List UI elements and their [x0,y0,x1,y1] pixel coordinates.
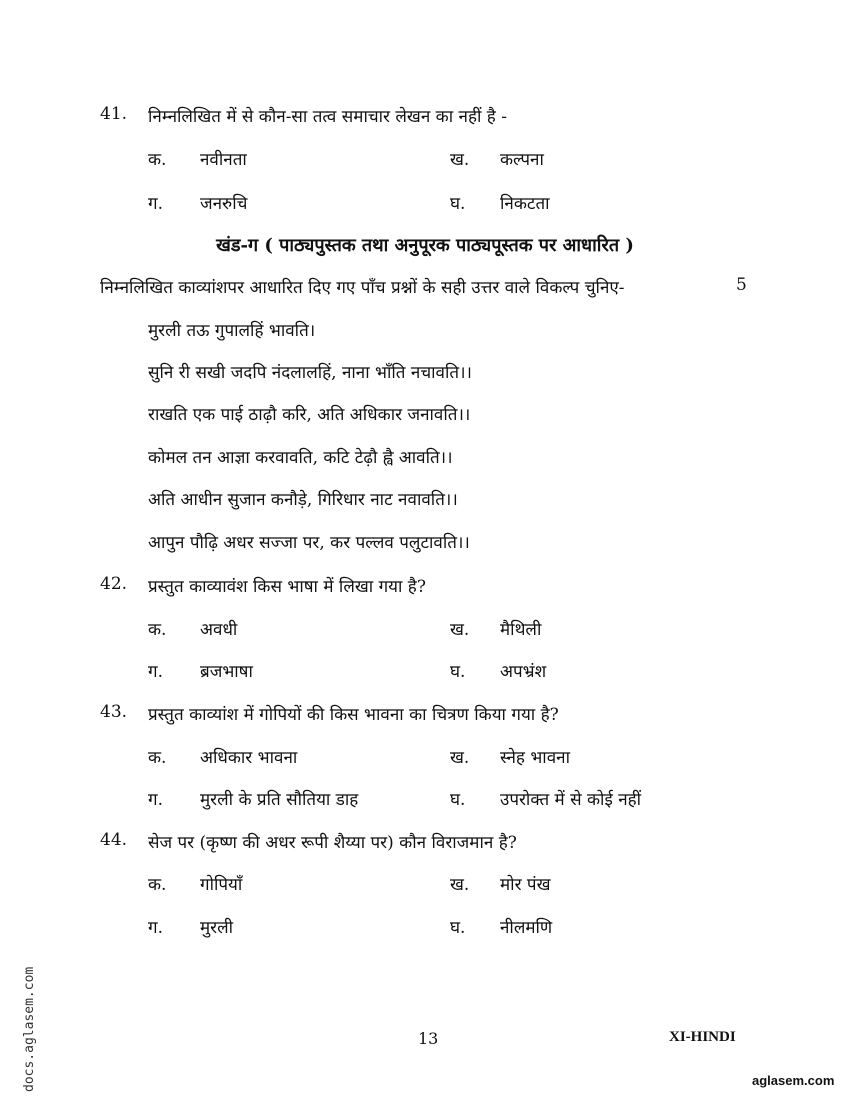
option-text: उपरोक्त में से कोई नहीं [500,790,642,810]
option-text: निकटता [500,194,550,214]
option-label: क. [148,748,167,768]
option-label: घ. [450,918,466,938]
option-text: अधिकार भावना [200,748,298,768]
question-41-text: निम्नलिखित में से कौन-सा तत्व समाचार लेखन का नहीं है - [148,107,507,127]
option-text: मोर पंख [500,875,551,895]
paper-code: XI-HINDI [669,1029,736,1045]
option-label: क. [148,875,167,895]
question-44-text: सेज पर (कृष्ण की अधर रूपी शैय्या पर) कौन विराजमान है? [148,833,517,853]
option-label: घ. [450,662,466,682]
option-label: घ. [450,790,466,810]
question-43-text: प्रस्तुत काव्यांश में गोपियों की किस भावना का चित्रण किया गया है? [148,705,559,725]
question-41-number: 41. [100,104,128,124]
option-text: कल्पना [500,150,544,170]
question-43-number: 43. [100,702,128,722]
option-label: ख. [450,748,470,768]
option-label: ग. [148,918,163,938]
option-label: क. [148,620,167,640]
side-watermark: docs.aglasem.com [22,966,37,1092]
section-marks: 5 [736,275,747,295]
section-heading: खंड-ग ( पाठ्यपुस्तक तथा अनुपूरक पाठ्यपूस्तक पर आधारित ) [216,235,634,256]
option-label: ख. [450,620,470,640]
poem-line: अति आधीन सुजान कनौड़े, गिरिधार नाट नवावति।। [148,490,458,510]
option-label: ग. [148,662,163,682]
option-label: क. [148,150,167,170]
option-text: जनरुचि [200,194,248,214]
poem-line: राखति एक पाई ठाढ़ौ करि, अति अधिकार जनावति।। [148,405,471,425]
option-text: मुरली [200,918,234,938]
option-text: नीलमणि [500,918,553,938]
brand-label: aglasem.com [752,1073,835,1088]
option-text: ब्रजभाषा [200,662,253,682]
option-text: गोपियाँ [200,875,243,895]
question-44-number: 44. [100,830,128,850]
section-instruction: निम्नलिखित काव्यांशपर आधारित दिए गए पाँच प्रश्नों के सही उत्तर वाले विकल्प चुनिए- [100,278,625,298]
poem-line: कोमल तन आज्ञा करवावति, कटि टेढ़ौ ह्वै आवति।। [148,448,453,468]
poem-line: मुरली तऊ गुपालहिं भावति। [148,321,316,341]
option-label: घ. [450,194,466,214]
option-label: ख. [450,875,470,895]
poem-line: आपुन पौढ़ि अधर सज्जा पर, कर पल्लव पलुटावति।। [148,533,470,553]
option-label: ग. [148,194,163,214]
question-42-number: 42. [100,574,128,594]
page-number: 13 [418,1029,439,1048]
poem-line: सुनि री सखी जदपि नंदलालहिं, नाना भाँति नचावति।। [148,363,472,383]
option-label: ग. [148,790,163,810]
option-label: ख. [450,150,470,170]
option-text: नवीनता [200,150,247,170]
option-text: स्नेह भावना [500,748,571,768]
option-text: अपभ्रंश [500,662,547,682]
option-text: अवधी [200,620,238,640]
option-text: मैथिली [500,620,542,640]
question-42-text: प्रस्तुत काव्यावंश किस भाषा में लिखा गया है? [148,577,426,597]
option-text: मुरली के प्रति सौतिया डाह [200,790,359,810]
